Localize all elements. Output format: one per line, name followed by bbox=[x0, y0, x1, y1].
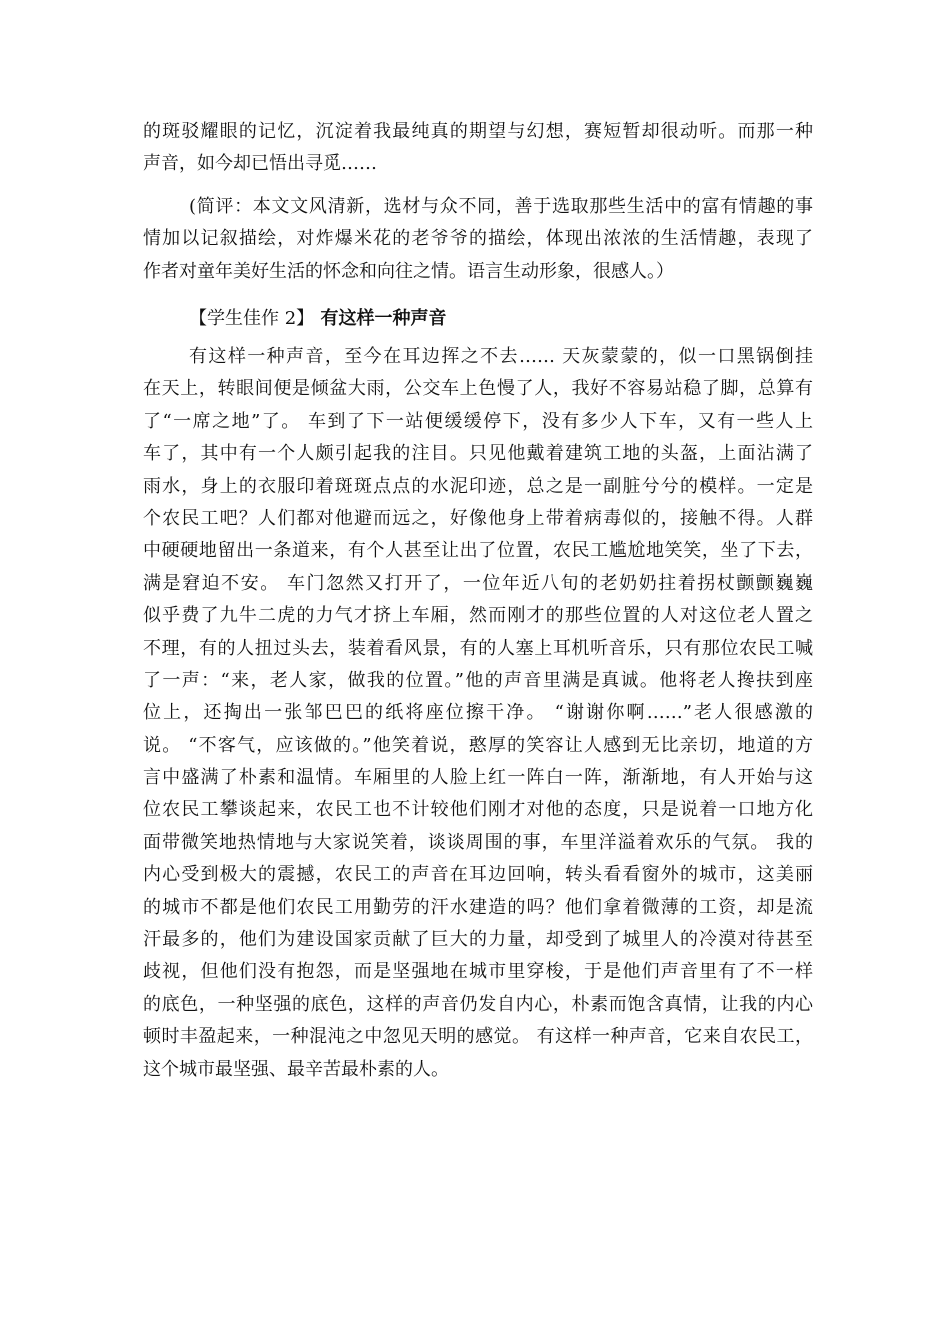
text-line: 声音，如今却已悟出寻觅…… bbox=[143, 153, 377, 175]
text-line: 的城市不都是他们农民工用勤劳的汗水建造的吗？他们拿着微薄的工资，却是流 bbox=[143, 896, 813, 918]
text-line: 位上，还掏出一张邹巴巴的纸将座位擦干净。 “谢谢你啊……”老人很感激的 bbox=[143, 702, 813, 724]
text-line: 了一声：“来，老人家，做我的位置。”他的声音里满是真诚。他将老人搀扶到座 bbox=[143, 669, 813, 691]
text-line: 车了，其中有一个人颇引起我的注目。只见他戴着建筑工地的头盔，上面沾满了 bbox=[143, 443, 813, 465]
text-line: 情加以记叙描绘，对炸爆米花的老爷爷的描绘，体现出浓浓的生活情趣，表现了 bbox=[143, 228, 813, 250]
essay-body bbox=[143, 341, 813, 1086]
text-line: 这个城市最坚强、最辛苦最朴素的人。 bbox=[143, 1058, 449, 1080]
text-line: 汗最多的，他们为建设国家贡献了巨大的力量，却受到了城里人的冷漠对待甚至 bbox=[143, 929, 813, 951]
text-line: 顿时丰盈起来，一种混沌之中忽见天明的感觉。 有这样一种声音，它来自农民工， bbox=[143, 1026, 813, 1048]
text-line: 似乎费了九牛二虎的力气才挤上车厢，然而刚才的那些位置的人对这位老人置之 bbox=[143, 605, 813, 627]
heading-line bbox=[143, 303, 813, 335]
text-line: 位农民工攀谈起来，农民工也不计较他们刚才对他的态度，只是说着一口地方化 bbox=[143, 799, 813, 821]
text-line: 作者对童年美好生活的怀念和向往之情。语言生动形象，很感人。） bbox=[143, 260, 674, 282]
text-line: 了“一席之地”了。 车到了下一站便缓缓停下，没有多少人下车，又有一些人上 bbox=[143, 410, 813, 432]
text-line: 面带微笑地热情地与大家说笑着，谈谈周围的事，车里洋溢着欢乐的气氛。 我的 bbox=[143, 831, 813, 853]
text-line: 中硬硬地留出一条道来，有个人甚至让出了位置，农民工尴尬地笑笑，坐了下去， bbox=[143, 540, 813, 562]
text-line: 在天上，转眼间便是倾盆大雨，公交车上色慢了人，我好不容易站稳了脚，总算有 bbox=[143, 378, 813, 400]
heading-tag: 【学生佳作 2】 bbox=[189, 308, 315, 329]
text-line: 个农民工吧？人们都对他避而远之，好像他身上带着病毒似的，接触不得。人群 bbox=[143, 507, 813, 529]
text-line: 说。 “不客气，应该做的。”他笑着说，憨厚的笑容让人感到无比亲切，地道的方 bbox=[143, 734, 813, 756]
text-line: 歧视，但他们没有抱怨，而是坚强地在城市里穿梭，于是他们声音里有了不一样 bbox=[143, 961, 813, 983]
section-heading bbox=[143, 303, 813, 335]
text-line: 内心受到极大的震撼，农民工的声音在耳边回响，转头看看窗外的城市，这美丽 bbox=[143, 864, 813, 886]
paragraph-continuation bbox=[143, 116, 813, 181]
text-line: 雨水，身上的衣服印着斑斑点点的水泥印迹，总之是一副脏兮兮的模样。一定是 bbox=[143, 475, 813, 497]
text-line: 言中盛满了朴素和温情。车厢里的人脸上红一阵白一阵，渐渐地，有人开始与这 bbox=[143, 767, 813, 789]
text-line: 的斑驳耀眼的记忆，沉淀着我最纯真的期望与幻想，赛短暂却很动听。而那一种 bbox=[143, 121, 813, 142]
comment-paragraph bbox=[143, 191, 813, 288]
text-line: 不理，有的人扭过头去，装着看风景，有的人塞上耳机听音乐，只有那位农民工喊 bbox=[143, 637, 813, 659]
text-line: 的底色，一种坚强的底色，这样的声音仍发自内心，朴素而饱含真情，让我的内心 bbox=[143, 993, 813, 1015]
heading-title: 有这样一种声音 bbox=[320, 308, 447, 329]
text-line: 满是窘迫不安。 车门忽然又打开了，一位年近八旬的老奶奶拄着拐杖颤颤巍巍 bbox=[143, 572, 813, 594]
text-line: 有这样一种声音，至今在耳边挥之不去…… 天灰蒙蒙的，似一口黑锅倒挂 bbox=[189, 346, 813, 367]
text-line: (简评：本文文风清新，选材与众不同，善于选取那些生活中的富有情趣的事 bbox=[189, 196, 813, 217]
